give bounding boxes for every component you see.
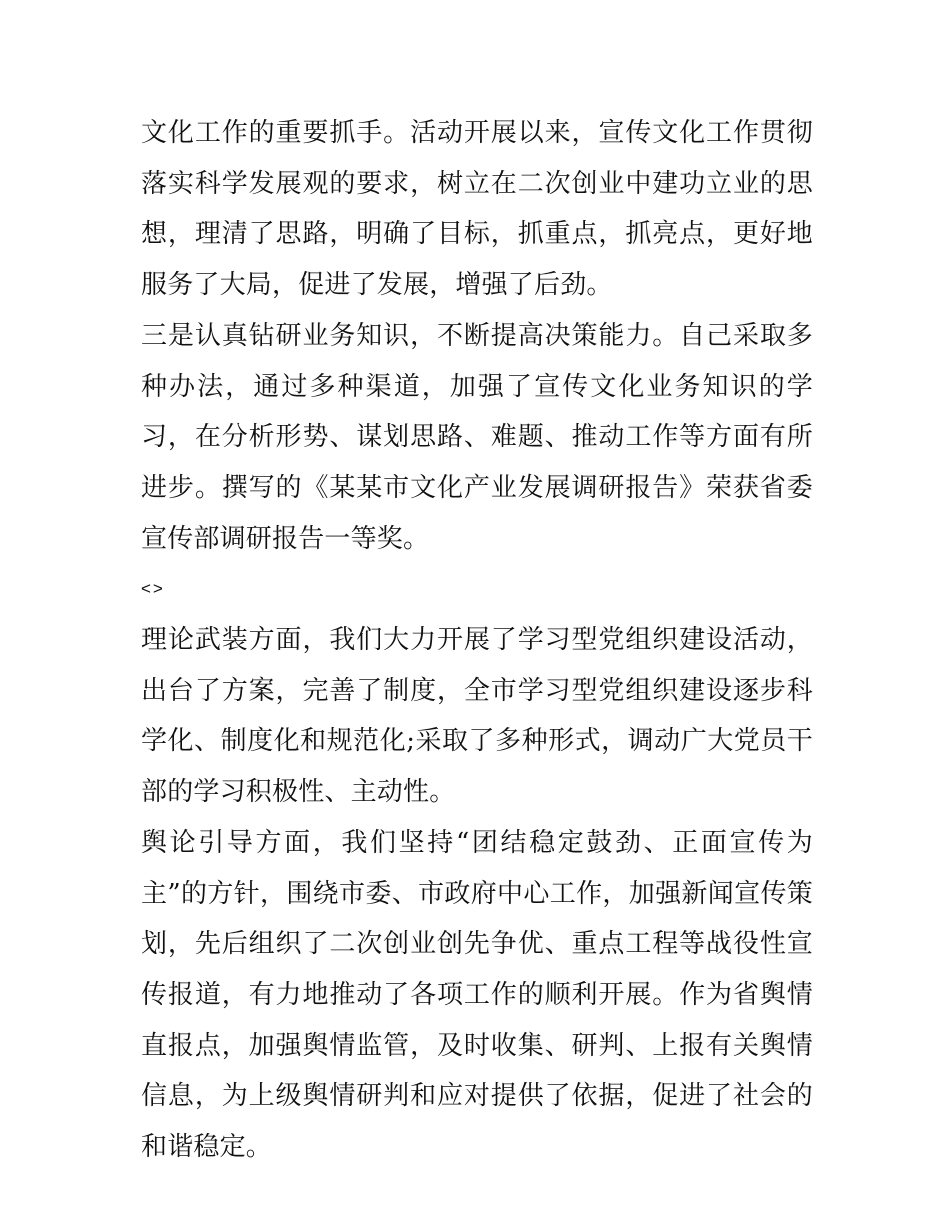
paragraph-business-knowledge: 三是认真钻研业务知识，不断提高决策能力。自己采取多种办法，通过多种渠道，加强了宣传文化业务知识的学习，在分析形势、谋划思路、难题、推动工作等方面有所进步。撰写的《某某市文化产业发展调研报告》荣获省委宣传部调研报告一等奖。 bbox=[141, 320, 813, 554]
paragraph-public-opinion: 舆论引导方面，我们坚持“团结稳定鼓劲、正面宣传为主”的方针，围绕市委、市政府中心工作，加强新闻宣传策划，先后组织了二次创业创先争优、重点工程等战役性宣传报道，有力地推动了各项工作的顺利开展。作为省舆情直报点，加强舆情监管，及时收集、研判、上报有关舆情信息，为上级舆情研判和应对提供了依据，促进了社会的和谐稳定。 bbox=[141, 827, 813, 1163]
paragraph-culture-work: 文化工作的重要抓手。活动开展以来，宣传文化工作贯彻落实科学发展观的要求，树立在二次创业中建功立业的思想，理清了思路，明确了目标，抓重点，抓亮点，更好地服务了大局，促进了发展，增强了后劲。 bbox=[141, 118, 813, 301]
paragraph-theory-armament: 理论武装方面，我们大力开展了学习型党组织建设活动，出台了方案，完善了制度，全市学习型党组织建设逐步科学化、制度化和规范化;采取了多种形式，调动广大党员干部的学习积极性、主动性。 bbox=[141, 625, 813, 808]
section-marker: <> bbox=[141, 579, 165, 599]
document-body bbox=[141, 108, 813, 1173]
